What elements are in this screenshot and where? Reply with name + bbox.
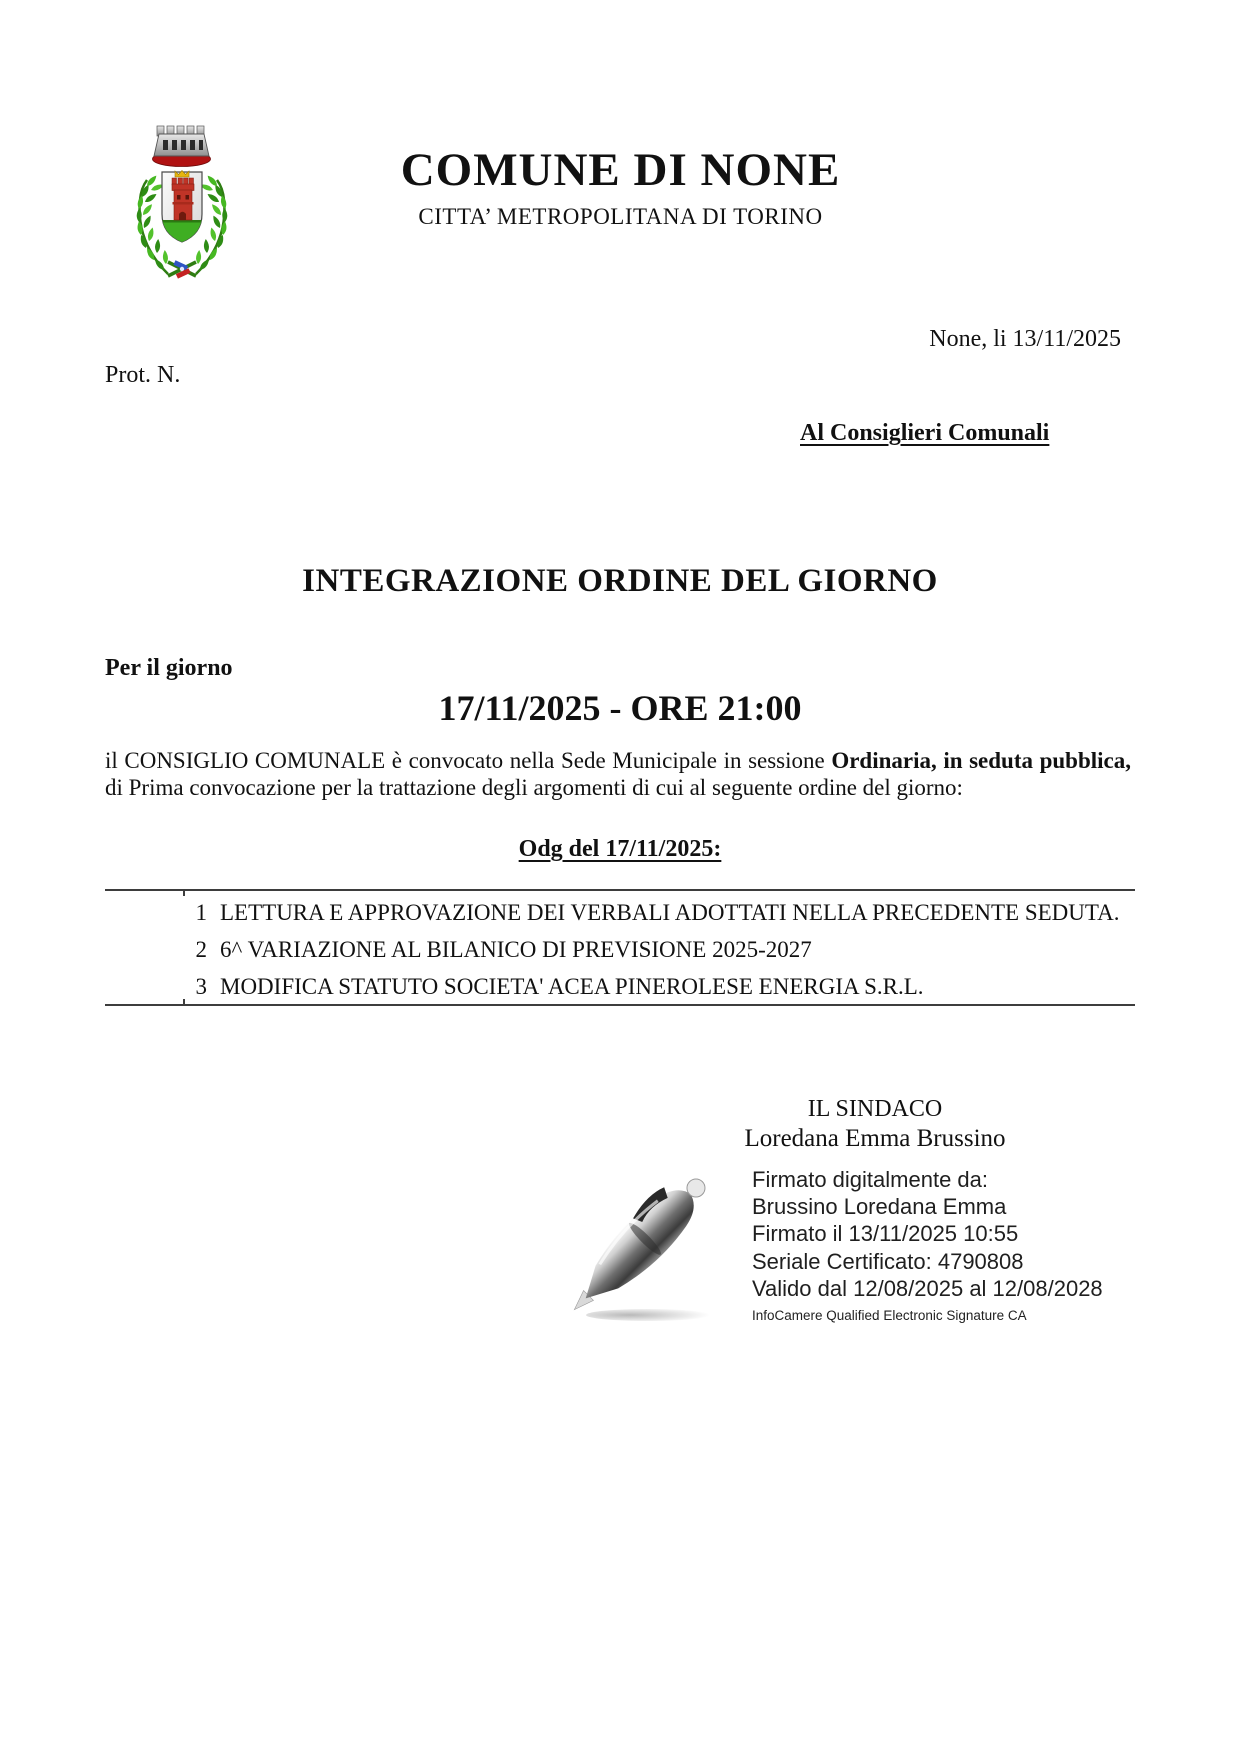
protocol-number-label: Prot. N. bbox=[105, 362, 181, 388]
agenda-item-number: 2 bbox=[195, 937, 207, 962]
signer-role: IL SINDACO bbox=[807, 1096, 943, 1122]
date-label: Per il giorno bbox=[105, 655, 233, 681]
wreath-ribbon bbox=[173, 260, 190, 278]
page-title: COMUNE DI NONE bbox=[400, 144, 841, 196]
intro-text-bold: Ordinaria, in seduta pubblica, bbox=[831, 748, 1131, 773]
agenda-item-text: 6^ VARIAZIONE AL BILANICO DI PREVISIONE 2025-2027 bbox=[220, 937, 812, 962]
agenda-item-text: LETTURA E APPROVAZIONE DEI VERBALI ADOTTATI NELLA PRECEDENTE SEDUTA. bbox=[220, 900, 1120, 925]
agenda-table bbox=[105, 889, 1135, 1006]
agenda-item bbox=[105, 935, 1135, 965]
agenda-item bbox=[105, 972, 1135, 1002]
pen-shadow bbox=[586, 1309, 710, 1321]
agenda-item bbox=[105, 898, 1135, 928]
signature-line: Valido dal 12/08/2025 al 12/08/2028 bbox=[752, 1275, 1103, 1301]
signature-line: Seriale Certificato: 4790808 bbox=[752, 1248, 1024, 1274]
signature-ca: InfoCamere Qualified Electronic Signature CA bbox=[752, 1308, 1027, 1324]
intro-text-post: di Prima convocazione per la trattazione degli argomenti di cui al seguente ordine del giorno: bbox=[105, 774, 963, 800]
document-heading: INTEGRAZIONE ORDINE DEL GIORNO bbox=[302, 563, 938, 599]
digital-signature-details bbox=[752, 1166, 1172, 1325]
signature-block bbox=[600, 1094, 1150, 1154]
signature-line: Firmato digitalmente da: bbox=[752, 1167, 988, 1192]
signer-name: Loredana Emma Brussino bbox=[744, 1125, 1006, 1152]
agenda-item-number: 1 bbox=[195, 900, 207, 925]
addressee: Al Consiglieri Comunali bbox=[800, 420, 1050, 446]
letterhead bbox=[0, 146, 1241, 230]
session-datetime: 17/11/2025 - ORE 21:00 bbox=[438, 688, 802, 728]
intro-text-pre: il CONSIGLIO COMUNALE è convocato nella Sede Municipale in sessione bbox=[105, 748, 832, 773]
page-subtitle: CITTA’ METROPOLITANA DI TORINO bbox=[418, 204, 823, 230]
agenda-item-number: 3 bbox=[195, 974, 207, 999]
digital-signature-pen-icon bbox=[536, 1160, 746, 1332]
signature-line: Brussino Loredana Emma bbox=[752, 1194, 1007, 1220]
convocation-paragraph bbox=[105, 748, 1131, 801]
agenda-item-text: MODIFICA STATUTO SOCIETA' ACEA PINEROLESE ENERGIA S.R.L. bbox=[220, 974, 924, 999]
odg-heading: Odg del 17/11/2025: bbox=[518, 836, 722, 862]
place-date: None, li 13/11/2025 bbox=[929, 326, 1121, 352]
signature-line: Firmato il 13/11/2025 10:55 bbox=[752, 1221, 1019, 1247]
